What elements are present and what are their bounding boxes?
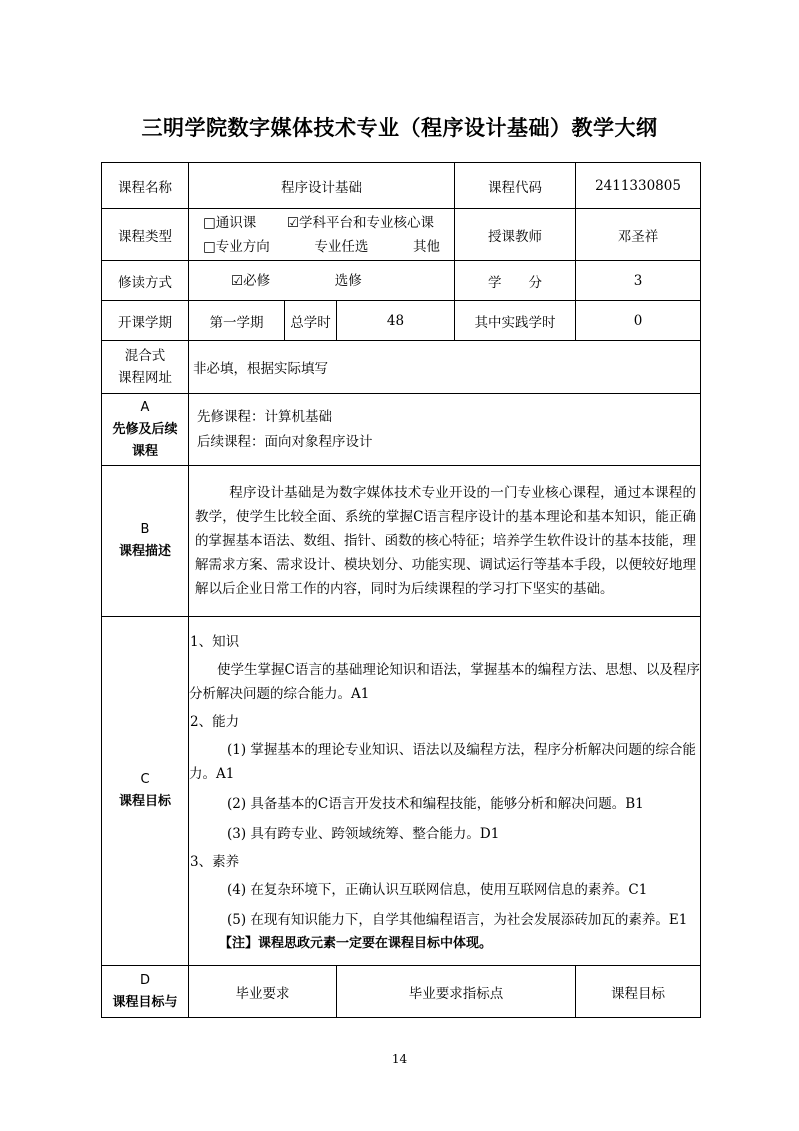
followup-course: 后续课程：面向对象程序设计: [197, 433, 373, 450]
semester-label: 开课学期: [102, 301, 189, 341]
option-other: 其他: [412, 238, 440, 255]
row-course-name: [102, 163, 701, 209]
goal-quality-2: (5) 在现有知识能力下，自学其他编程语言，为社会发展添砖加瓦的素养。E1: [227, 912, 688, 928]
syllabus-table: [101, 162, 701, 1018]
row-section-a: [102, 394, 701, 466]
credit-label: 学 分: [455, 261, 576, 301]
course-type-options: [189, 209, 455, 261]
goal-heading-ability: 2、能力: [190, 714, 240, 730]
option-elective: 选修: [334, 272, 362, 289]
row-section-d: [102, 966, 701, 1018]
col-course-goal: 课程目标: [576, 966, 701, 1018]
row-section-b: [102, 466, 701, 617]
study-mode-label: 修读方式: [102, 261, 189, 301]
page-title: 三明学院数字媒体技术专业（程序设计基础）教学大纲: [141, 116, 658, 140]
total-hours-label: 总学时: [285, 301, 337, 341]
goal-knowledge-1: 使学生掌握C语言的基础理论知识和语法，掌握基本的编程方法、思想、以及程序分析解决问题的综合能力。A1: [189, 662, 700, 702]
course-name-label: 课程名称: [102, 163, 189, 209]
teacher-value: 邓圣祥: [576, 209, 701, 261]
hybrid-url-label: 混合式 课程网址: [102, 341, 189, 394]
col-requirement-indicator: 毕业要求指标点: [337, 966, 576, 1018]
prereq-course: 先修课程：计算机基础: [197, 408, 332, 425]
credit-value: 3: [576, 261, 701, 301]
goal-quality-1: (4) 在复杂环境下，正确认识互联网信息，使用互联网信息的素养。C1: [227, 882, 648, 898]
course-description: 程序设计基础是为数字媒体技术专业开设的一门专业核心课程，通过本课程的教学，使学生比较全面、系统的掌握C语言程序设计的基本理论和基本知识，能正确的掌握基本语法、数组、指针、函数的核心特征；培养学生软件设计的基本技能，理解需求方案、需求设计、模块划分、功能实现、调试运行等基本手段，以便较好地理解以后企业日常工作的内容，同时为后续课程的学习打下坚实的基础。: [189, 466, 701, 617]
goal-ability-3: (3) 具有跨专业、跨领域统筹、整合能力。D1: [227, 826, 500, 842]
option-elective-track: 专业任选: [314, 238, 369, 255]
course-code-label: 课程代码: [455, 163, 576, 209]
row-study-mode: [102, 261, 701, 301]
option-core: ☑学科平台和专业核心课: [286, 214, 434, 231]
course-type-label: 课程类型: [102, 209, 189, 261]
option-direction: □专业方向: [203, 238, 270, 255]
section-d-label: D 课程目标与: [102, 966, 189, 1018]
section-c-label: C 课程目标: [102, 617, 189, 966]
row-section-c: [102, 617, 701, 966]
goal-ability-1: (1) 掌握基本的理论专业知识、语法以及编程方法，程序分析解决问题的综合能力。A1: [189, 742, 696, 782]
row-hybrid-url: [102, 341, 701, 394]
goal-ability-2: (2) 具备基本的C语言开发技术和编程技能，能够分析和解决问题。B1: [227, 796, 644, 812]
course-name-value: 程序设计基础: [189, 163, 455, 209]
total-hours-value: 48: [337, 301, 455, 341]
row-semester: [102, 301, 701, 341]
page-number: 14: [391, 1052, 408, 1066]
option-general: □通识课: [203, 214, 257, 231]
study-mode-options: [189, 261, 455, 301]
option-required: ☑必修: [231, 272, 271, 289]
goal-heading-quality: 3、素养: [190, 854, 240, 870]
practice-hours-value: 0: [576, 301, 701, 341]
goal-heading-knowledge: 1、知识: [190, 634, 240, 650]
section-b-label: B 课程描述: [102, 466, 189, 617]
practice-hours-label: 其中实践学时: [455, 301, 576, 341]
row-course-type: [102, 209, 701, 261]
col-graduation-requirement: 毕业要求: [189, 966, 337, 1018]
section-a-label: A 先修及后续 课程: [102, 394, 189, 466]
goal-note: 【注】课程思政元素一定要在课程目标中体现。: [219, 936, 493, 951]
course-code-value: 2411330805: [576, 163, 701, 209]
semester-value: 第一学期: [189, 301, 285, 341]
section-a-content: [189, 394, 701, 466]
teacher-label: 授课教师: [455, 209, 576, 261]
course-goals: [189, 617, 701, 966]
hybrid-url-value: 非必填，根据实际填写: [189, 341, 701, 394]
